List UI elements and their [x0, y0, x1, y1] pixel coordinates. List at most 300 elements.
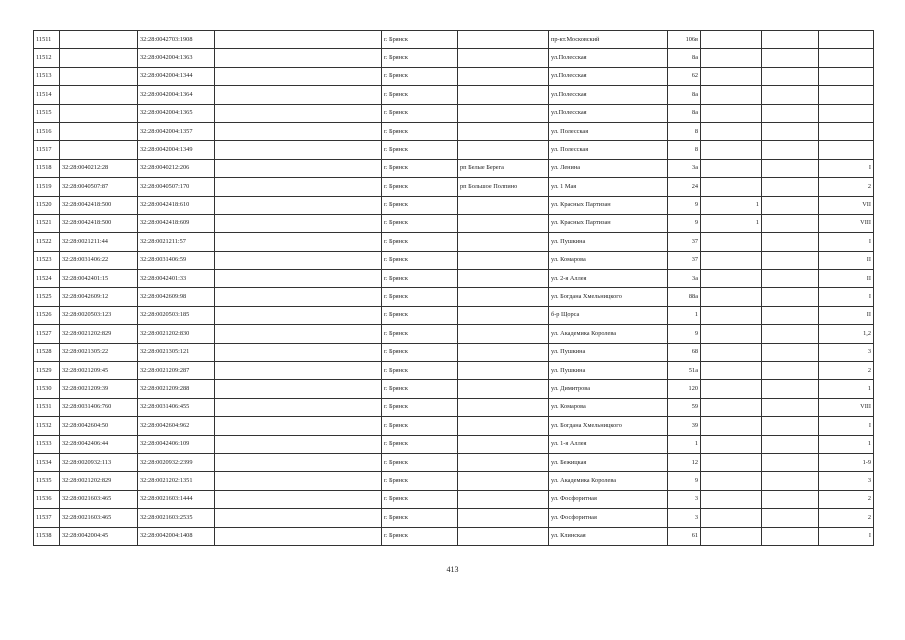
cell-street: ул. Академика Королева [549, 472, 668, 490]
cell-building [701, 288, 762, 306]
table-row [34, 527, 874, 545]
cell-city: г. Брянск [382, 325, 458, 343]
cell-record-number: 11536 [34, 490, 60, 508]
cell-house: 8а [668, 104, 701, 122]
cell-house: 51а [668, 362, 701, 380]
cell-house: 61 [668, 527, 701, 545]
cell-settlement [458, 104, 549, 122]
cell-record-number: 11525 [34, 288, 60, 306]
cell-blank [762, 527, 819, 545]
cell-cadastral-parcel [60, 49, 138, 67]
cell-blank [215, 122, 382, 140]
cell-record-number: 11537 [34, 509, 60, 527]
cell-house: 8 [668, 122, 701, 140]
cell-street: ул. Ленина [549, 159, 668, 177]
cell-blank [762, 159, 819, 177]
cell-record-number: 11515 [34, 104, 60, 122]
cell-cadastral-object: 32:28:0021202:1351 [138, 472, 215, 490]
cell-cadastral-parcel: 32:28:0020932:113 [60, 453, 138, 471]
cell-settlement [458, 325, 549, 343]
cell-city: г. Брянск [382, 472, 458, 490]
cell-building [701, 472, 762, 490]
cell-premises: II [819, 251, 874, 269]
cell-blank [215, 453, 382, 471]
cell-blank [762, 49, 819, 67]
cell-building [701, 325, 762, 343]
cell-city: г. Брянск [382, 214, 458, 232]
cell-building [701, 343, 762, 361]
cell-blank [215, 49, 382, 67]
cell-house: 9 [668, 196, 701, 214]
table-row [34, 159, 874, 177]
table-row [34, 178, 874, 196]
cell-record-number: 11529 [34, 362, 60, 380]
cell-city: г. Брянск [382, 527, 458, 545]
cell-city: г. Брянск [382, 122, 458, 140]
cell-building [701, 233, 762, 251]
cell-record-number: 11513 [34, 67, 60, 85]
cell-cadastral-object: 32:28:0021209:287 [138, 362, 215, 380]
cell-settlement [458, 86, 549, 104]
cell-settlement [458, 417, 549, 435]
cell-building [701, 49, 762, 67]
cell-house: 9 [668, 325, 701, 343]
cell-blank [215, 141, 382, 159]
cell-building [701, 527, 762, 545]
cell-city: г. Брянск [382, 159, 458, 177]
cell-street: ул. Красных Партизан [549, 214, 668, 232]
cell-premises [819, 31, 874, 49]
table-row [34, 362, 874, 380]
cell-street: ул. Полесская [549, 122, 668, 140]
cell-premises: 2 [819, 509, 874, 527]
cell-record-number: 11524 [34, 270, 60, 288]
cell-blank [215, 343, 382, 361]
cell-cadastral-parcel: 32:28:0021603:465 [60, 509, 138, 527]
cell-house: 8а [668, 49, 701, 67]
cell-cadastral-parcel: 32:28:0031406:22 [60, 251, 138, 269]
cell-house: 59 [668, 398, 701, 416]
cell-building [701, 178, 762, 196]
cell-premises: 1 [819, 435, 874, 453]
cell-blank [762, 362, 819, 380]
cell-blank [762, 270, 819, 288]
cell-blank [762, 178, 819, 196]
table-row [34, 49, 874, 67]
cell-cadastral-parcel: 32:28:0040212:28 [60, 159, 138, 177]
cell-premises: I [819, 417, 874, 435]
cell-building [701, 490, 762, 508]
cell-record-number: 11527 [34, 325, 60, 343]
cell-cadastral-parcel [60, 104, 138, 122]
cell-settlement [458, 67, 549, 85]
cell-settlement [458, 49, 549, 67]
cell-premises: I [819, 288, 874, 306]
cell-building [701, 435, 762, 453]
table-row [34, 325, 874, 343]
cell-street: ул. Димитрова [549, 380, 668, 398]
cell-house: 8а [668, 86, 701, 104]
cell-cadastral-object: 32:28:0042004:1363 [138, 49, 215, 67]
cell-cadastral-parcel: 32:28:0031406:760 [60, 398, 138, 416]
cell-record-number: 11516 [34, 122, 60, 140]
cell-city: г. Брянск [382, 178, 458, 196]
cell-cadastral-object: 32:28:0021603:1444 [138, 490, 215, 508]
cell-premises: VII [819, 196, 874, 214]
table-row [34, 472, 874, 490]
cell-city: г. Брянск [382, 141, 458, 159]
cell-city: г. Брянск [382, 196, 458, 214]
cell-settlement: рп Белые Берега [458, 159, 549, 177]
cell-cadastral-object: 32:28:0021305:121 [138, 343, 215, 361]
cell-blank [215, 86, 382, 104]
cell-city: г. Брянск [382, 417, 458, 435]
cell-street: ул. 1 Мая [549, 178, 668, 196]
cell-cadastral-object: 32:28:0042004:1344 [138, 67, 215, 85]
cell-building [701, 31, 762, 49]
cell-street: ул. Комарова [549, 398, 668, 416]
cell-cadastral-parcel: 32:28:0021209:39 [60, 380, 138, 398]
table-row [34, 417, 874, 435]
cell-settlement [458, 509, 549, 527]
table-row [34, 435, 874, 453]
cell-record-number: 11517 [34, 141, 60, 159]
cell-street: ул. 2-я Аллея [549, 270, 668, 288]
cell-premises: 1 [819, 380, 874, 398]
cell-cadastral-object: 32:28:0040212:206 [138, 159, 215, 177]
cell-settlement [458, 306, 549, 324]
cell-building [701, 398, 762, 416]
cell-blank [215, 214, 382, 232]
cell-blank [215, 233, 382, 251]
cell-street: ул. Клинская [549, 527, 668, 545]
cell-building [701, 104, 762, 122]
cell-street: ул. Академика Королева [549, 325, 668, 343]
registry-table-body [34, 31, 874, 546]
cell-house: 24 [668, 178, 701, 196]
cell-blank [762, 472, 819, 490]
cell-house: 68 [668, 343, 701, 361]
cell-settlement [458, 362, 549, 380]
cell-blank [215, 31, 382, 49]
cell-premises [819, 104, 874, 122]
cell-record-number: 11538 [34, 527, 60, 545]
cell-cadastral-object: 32:28:0021202:830 [138, 325, 215, 343]
table-row [34, 141, 874, 159]
cell-cadastral-parcel [60, 141, 138, 159]
cell-cadastral-object: 32:28:0042004:1349 [138, 141, 215, 159]
cell-city: г. Брянск [382, 453, 458, 471]
cell-blank [762, 380, 819, 398]
cell-cadastral-parcel: 32:28:0042418:500 [60, 196, 138, 214]
cell-blank [215, 67, 382, 85]
cell-city: г. Брянск [382, 288, 458, 306]
cell-settlement [458, 435, 549, 453]
cell-house: 37 [668, 233, 701, 251]
cell-cadastral-parcel: 32:28:0042004:45 [60, 527, 138, 545]
table-row [34, 306, 874, 324]
cell-settlement [458, 251, 549, 269]
cell-blank [215, 288, 382, 306]
cell-street: ул. Комарова [549, 251, 668, 269]
cell-blank [762, 214, 819, 232]
cell-cadastral-parcel [60, 86, 138, 104]
cell-house: 1 [668, 306, 701, 324]
cell-cadastral-object: 32:28:0021211:57 [138, 233, 215, 251]
cell-street: ул.Полесская [549, 104, 668, 122]
cell-city: г. Брянск [382, 104, 458, 122]
cell-house: 39 [668, 417, 701, 435]
cell-street: ул. Фосфоритная [549, 509, 668, 527]
cell-settlement [458, 270, 549, 288]
cell-street: ул. Богдана Хмельницкого [549, 417, 668, 435]
table-row [34, 31, 874, 49]
cell-cadastral-parcel [60, 67, 138, 85]
cell-house: 9 [668, 472, 701, 490]
cell-premises: VIII [819, 214, 874, 232]
table-row [34, 67, 874, 85]
cell-record-number: 11523 [34, 251, 60, 269]
cell-blank [215, 104, 382, 122]
cell-premises: I [819, 527, 874, 545]
cell-premises: I [819, 159, 874, 177]
cell-cadastral-parcel: 32:28:0040507:87 [60, 178, 138, 196]
cell-settlement [458, 141, 549, 159]
cell-blank [215, 435, 382, 453]
table-row [34, 104, 874, 122]
cell-cadastral-parcel: 32:28:0021202:829 [60, 325, 138, 343]
cell-street: ул. Пушкина [549, 233, 668, 251]
cell-city: г. Брянск [382, 86, 458, 104]
cell-building [701, 453, 762, 471]
cell-city: г. Брянск [382, 509, 458, 527]
cell-blank [762, 288, 819, 306]
cell-street: ул.Полесская [549, 49, 668, 67]
cell-record-number: 11512 [34, 49, 60, 67]
cell-premises [819, 86, 874, 104]
cell-city: г. Брянск [382, 362, 458, 380]
cell-premises: 2 [819, 178, 874, 196]
cell-settlement [458, 288, 549, 306]
cell-building [701, 141, 762, 159]
table-row [34, 251, 874, 269]
cell-blank [762, 233, 819, 251]
cell-blank [762, 453, 819, 471]
cell-city: г. Брянск [382, 398, 458, 416]
cell-street: ул. Бежицкая [549, 453, 668, 471]
cell-premises [819, 49, 874, 67]
cell-city: г. Брянск [382, 343, 458, 361]
cell-house: 37 [668, 251, 701, 269]
cell-building [701, 417, 762, 435]
cell-record-number: 11511 [34, 31, 60, 49]
cell-building [701, 251, 762, 269]
cell-settlement [458, 453, 549, 471]
cell-city: г. Брянск [382, 380, 458, 398]
cell-blank [762, 196, 819, 214]
cell-cadastral-parcel: 32:28:0021603:465 [60, 490, 138, 508]
cell-record-number: 11532 [34, 417, 60, 435]
cell-blank [762, 141, 819, 159]
cell-blank [215, 490, 382, 508]
cell-cadastral-parcel: 32:28:0042604:50 [60, 417, 138, 435]
table-row [34, 453, 874, 471]
cell-premises: II [819, 270, 874, 288]
cell-building [701, 380, 762, 398]
table-row [34, 490, 874, 508]
cell-record-number: 11530 [34, 380, 60, 398]
cell-house: 9 [668, 214, 701, 232]
cell-street: пр-кт.Московский [549, 31, 668, 49]
cell-cadastral-parcel: 32:28:0021209:45 [60, 362, 138, 380]
cell-cadastral-object: 32:28:0042004:1365 [138, 104, 215, 122]
cell-blank [215, 178, 382, 196]
cell-premises: II [819, 306, 874, 324]
cell-blank [762, 104, 819, 122]
cell-street: б-р Щорса [549, 306, 668, 324]
cell-record-number: 11528 [34, 343, 60, 361]
cell-house: 62 [668, 67, 701, 85]
cell-city: г. Брянск [382, 270, 458, 288]
cell-blank [762, 31, 819, 49]
cell-premises: 2 [819, 490, 874, 508]
cell-settlement [458, 472, 549, 490]
cell-premises: 1-9 [819, 453, 874, 471]
cell-building [701, 509, 762, 527]
table-row [34, 398, 874, 416]
cell-blank [215, 325, 382, 343]
cell-premises: I [819, 233, 874, 251]
cell-cadastral-object: 32:28:0042418:609 [138, 214, 215, 232]
cell-settlement [458, 380, 549, 398]
cell-street: ул. Полесская [549, 141, 668, 159]
table-row [34, 122, 874, 140]
cell-record-number: 11534 [34, 453, 60, 471]
cell-record-number: 11531 [34, 398, 60, 416]
cell-street: ул.Полесская [549, 67, 668, 85]
cell-house: 3а [668, 159, 701, 177]
cell-city: г. Брянск [382, 49, 458, 67]
cell-cadastral-object: 32:28:0031406:455 [138, 398, 215, 416]
cell-cadastral-parcel [60, 31, 138, 49]
cell-cadastral-object: 32:28:0042418:610 [138, 196, 215, 214]
cell-cadastral-object: 32:28:0042004:1357 [138, 122, 215, 140]
cell-building [701, 122, 762, 140]
cell-building [701, 86, 762, 104]
cell-cadastral-parcel [60, 122, 138, 140]
cell-cadastral-object: 32:28:0031406:59 [138, 251, 215, 269]
cell-cadastral-object: 32:28:0042703:1908 [138, 31, 215, 49]
cell-blank [215, 251, 382, 269]
cell-premises: 3 [819, 472, 874, 490]
cell-street: ул. Пушкина [549, 343, 668, 361]
cell-building: 1 [701, 196, 762, 214]
cell-house: 120 [668, 380, 701, 398]
cell-settlement [458, 233, 549, 251]
cell-premises: 2 [819, 362, 874, 380]
table-row [34, 380, 874, 398]
cell-cadastral-parcel: 32:28:0021202:829 [60, 472, 138, 490]
page-number: 413 [446, 565, 459, 574]
cell-blank [215, 270, 382, 288]
cell-city: г. Брянск [382, 233, 458, 251]
table-row [34, 233, 874, 251]
table-row [34, 270, 874, 288]
cell-premises [819, 67, 874, 85]
cell-premises: VIII [819, 398, 874, 416]
cell-blank [215, 472, 382, 490]
cell-blank [762, 86, 819, 104]
cell-blank [215, 398, 382, 416]
cell-building: 1 [701, 214, 762, 232]
cell-record-number: 11535 [34, 472, 60, 490]
cell-blank [762, 325, 819, 343]
cell-blank [215, 509, 382, 527]
cell-cadastral-parcel: 32:28:0042401:15 [60, 270, 138, 288]
cell-premises [819, 141, 874, 159]
cell-premises [819, 122, 874, 140]
cell-settlement [458, 31, 549, 49]
cell-record-number: 11526 [34, 306, 60, 324]
cell-cadastral-parcel: 32:28:0021211:44 [60, 233, 138, 251]
cell-settlement: рп Большое Полпино [458, 178, 549, 196]
cell-settlement [458, 122, 549, 140]
cell-cadastral-parcel: 32:28:0020503:123 [60, 306, 138, 324]
cell-house: 3а [668, 270, 701, 288]
cell-settlement [458, 196, 549, 214]
cell-house: 1 [668, 435, 701, 453]
cell-record-number: 11533 [34, 435, 60, 453]
cell-house: 88а [668, 288, 701, 306]
cell-blank [215, 380, 382, 398]
cell-blank [215, 417, 382, 435]
cell-city: г. Брянск [382, 67, 458, 85]
cell-cadastral-parcel: 32:28:0042406:44 [60, 435, 138, 453]
cell-cadastral-object: 32:28:0040507:170 [138, 178, 215, 196]
cell-house: 106в [668, 31, 701, 49]
cell-cadastral-object: 32:28:0042609:98 [138, 288, 215, 306]
cell-record-number: 11520 [34, 196, 60, 214]
cell-street: ул.Полесская [549, 86, 668, 104]
table-row [34, 509, 874, 527]
cell-house: 12 [668, 453, 701, 471]
cell-city: г. Брянск [382, 306, 458, 324]
cell-blank [215, 159, 382, 177]
cell-blank [762, 417, 819, 435]
cell-settlement [458, 527, 549, 545]
cell-blank [215, 196, 382, 214]
cell-building [701, 306, 762, 324]
cell-premises: 1,2 [819, 325, 874, 343]
table-row [34, 288, 874, 306]
cell-city: г. Брянск [382, 251, 458, 269]
registry-table [33, 30, 874, 546]
cell-street: ул. Красных Партизан [549, 196, 668, 214]
cell-record-number: 11518 [34, 159, 60, 177]
cell-blank [762, 509, 819, 527]
cell-building [701, 270, 762, 288]
cell-street: ул. Богдана Хмельницкого [549, 288, 668, 306]
cell-settlement [458, 398, 549, 416]
cell-cadastral-object: 32:28:0020503:185 [138, 306, 215, 324]
cell-record-number: 11522 [34, 233, 60, 251]
cell-cadastral-object: 32:28:0042406:109 [138, 435, 215, 453]
cell-cadastral-parcel: 32:28:0042418:500 [60, 214, 138, 232]
table-row [34, 196, 874, 214]
table-row [34, 86, 874, 104]
cell-cadastral-object: 32:28:0042604:962 [138, 417, 215, 435]
cell-building [701, 67, 762, 85]
